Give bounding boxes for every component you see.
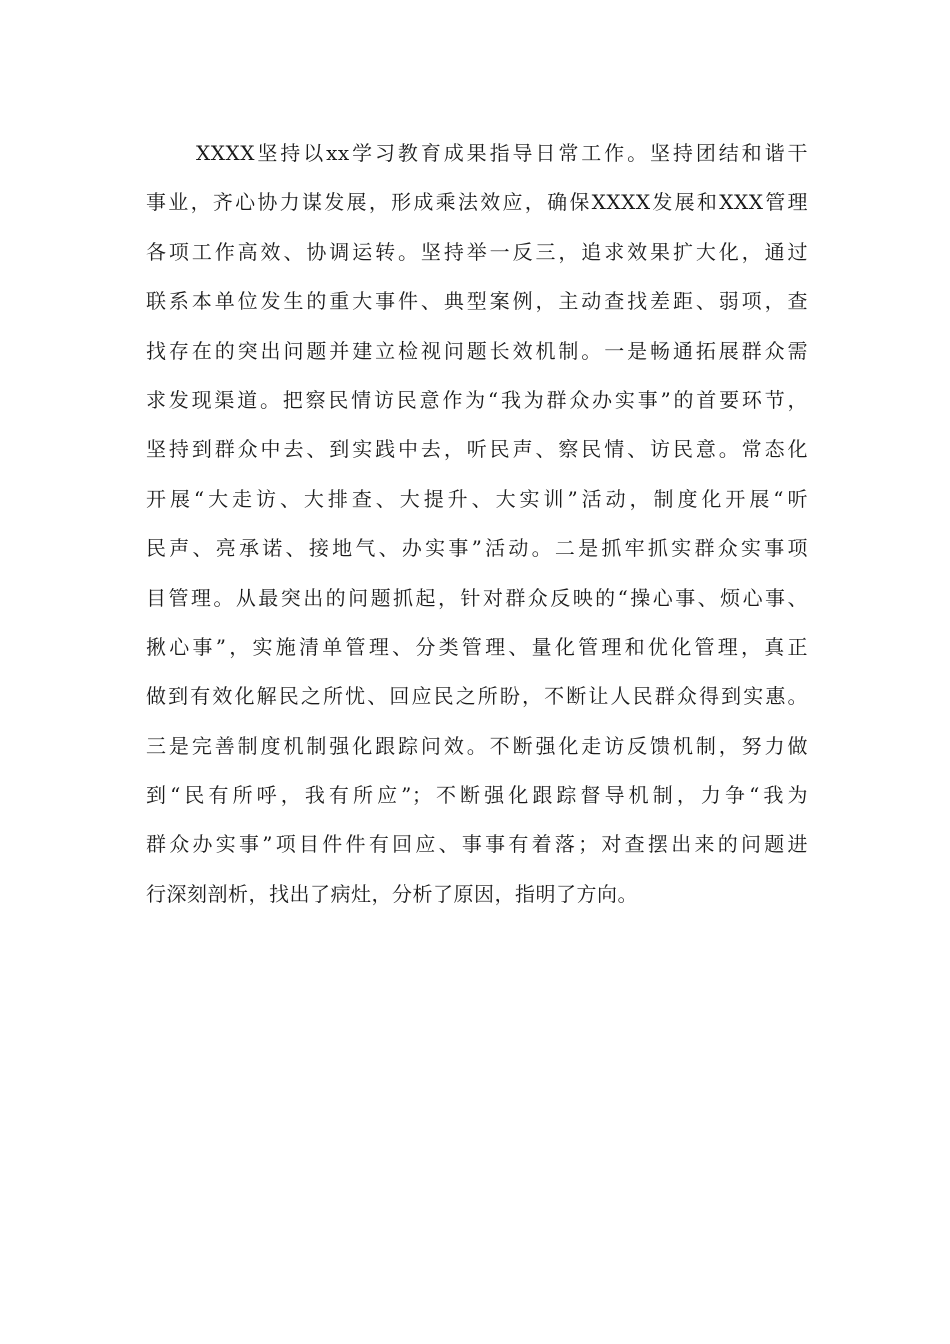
paragraph-line: 行深刻剖析，找出了病灶，分析了原因，指明了方向。 (146, 881, 638, 906)
paragraph-line: 各项工作高效、协调运转。坚持举一反三，追求效果扩大化，通过 (146, 239, 808, 264)
paragraph-line: 做到有效化解民之所忧、回应民之所盼，不断让人民群众得到实惠。 (146, 684, 808, 709)
paragraph-line: 开展“大走访、大排查、大提升、大实训”活动，制度化开展“听 (146, 486, 808, 511)
paragraph-line: 坚持到群众中去、到实践中去，听民声、察民情、访民意。常态化 (146, 437, 808, 462)
paragraph-line: 群众办实事”项目件件有回应、事事有着落；对查摆出来的问题进 (146, 832, 808, 857)
paragraph-line: XXXX坚持以xx学习教育成果指导日常工作。坚持团结和谐干 (196, 141, 808, 165)
paragraph-line: 找存在的突出问题并建立检视问题长效机制。一是畅通拓展群众需 (146, 338, 808, 363)
paragraph-line: 揪心事”，实施清单管理、分类管理、量化管理和优化管理，真正 (146, 634, 808, 659)
paragraph-line: 事业，齐心协力谋发展，形成乘法效应，确保XXXX发展和XXX管理 (146, 190, 808, 215)
paragraph-line: 联系本单位发生的重大事件、典型案例，主动查找差距、弱项，查 (146, 289, 808, 314)
paragraph-line: 民声、亮承诺、接地气、办实事”活动。二是抓牢抓实群众实事项 (146, 536, 808, 561)
paragraph-line: 目管理。从最突出的问题抓起，针对群众反映的“操心事、烦心事、 (146, 585, 808, 610)
paragraph-line: 三是完善制度机制强化跟踪问效。不断强化走访反馈机制，努力做 (146, 733, 808, 758)
paragraph-line: 到“民有所呼，我有所应”；不断强化跟踪督导机制，力争“我为 (146, 783, 808, 808)
body-paragraph (146, 133, 808, 923)
paragraph-line: 求发现渠道。把察民情访民意作为“我为群众办实事”的首要环节， (146, 387, 808, 412)
